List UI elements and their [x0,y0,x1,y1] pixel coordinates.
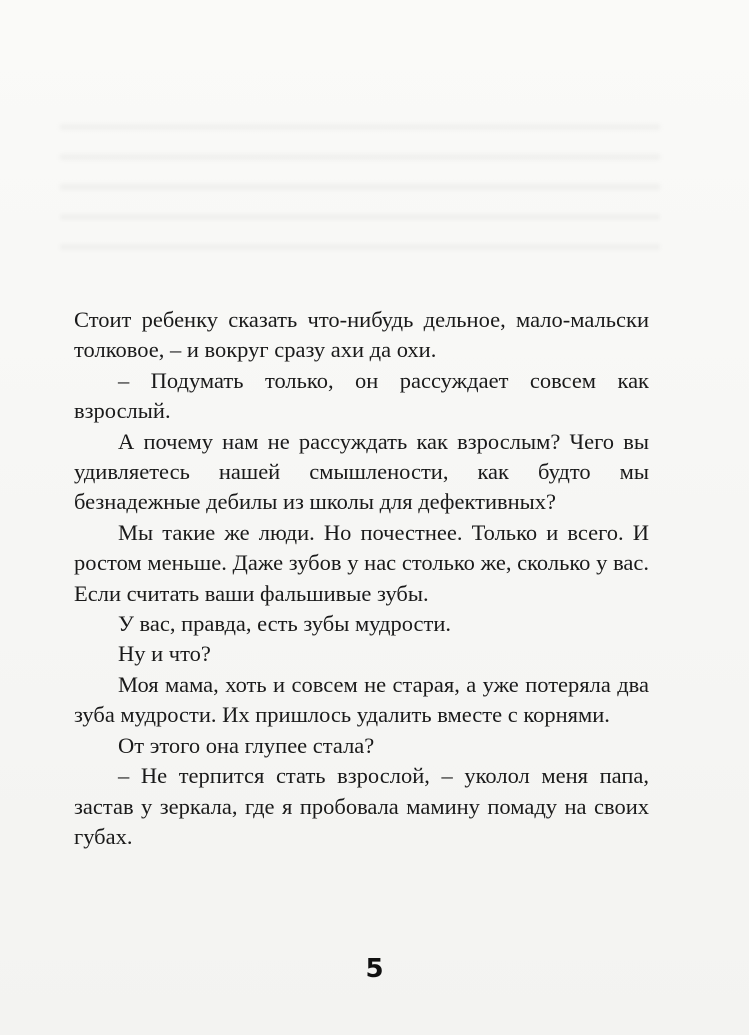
paragraph: Мы такие же люди. Но почестнее. Только и всего. И ростом меньше. Даже зубов у нас столько же, сколько у вас. Если считать ваши фальшивые зубы. [74,519,649,606]
paragraph: Ну и что? [118,641,211,667]
paragraph: У вас, правда, есть зубы мудрости. [118,611,452,637]
paragraph: Стоит ребенку сказать что-нибудь дельное, мало-мальски толковое, – и вокруг сразу ахи да охи. [74,307,649,363]
page-number: 5 [365,954,384,984]
paragraph: От этого она глупее стала? [118,732,375,758]
bleed-through-text [60,100,660,270]
paragraph: – Подумать только, он рассуждает совсем как взрослый. [74,367,649,424]
body-text [74,305,649,852]
paragraph: Моя мама, хоть и совсем не старая, а уже потеряла два зуба мудрости. Их пришлось удалить вместе с корнями. [74,671,649,728]
paragraph: – Не терпится стать взрослой, – уколол меня папа, застав у зеркала, где я пробовала мамину помаду на своих губах. [74,763,649,849]
paragraph: А почему нам не рассуждать как взрослым? Чего вы удивляетесь нашей смышлености, как будто мы безнадежные дебилы из школы для дефективных? [74,428,649,515]
